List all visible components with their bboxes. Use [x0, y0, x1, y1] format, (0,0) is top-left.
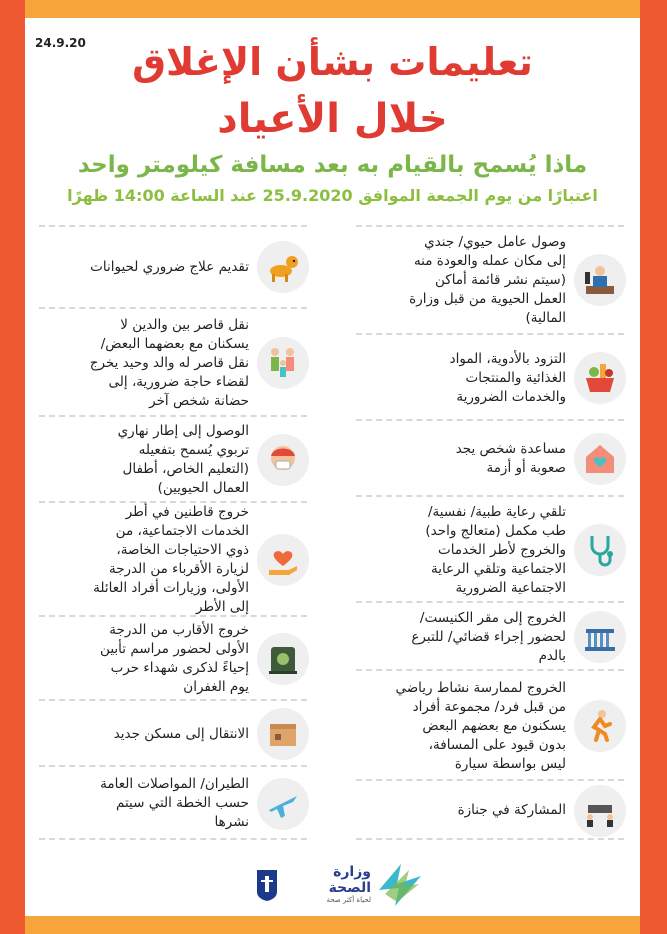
subtitle: ماذا يُسمح بالقيام به بعد مسافة كيلومتر واحد — [77, 152, 588, 178]
poster-sheet — [25, 18, 640, 916]
right-column — [350, 225, 630, 840]
state-emblem-icon — [255, 868, 279, 902]
list-item: تقديم علاج ضروري لحيوانات — [33, 225, 313, 309]
ministry-slogan: لحياة أكثر صحة — [326, 896, 371, 904]
list-item: الانتقال إلى مسكن جديد — [33, 701, 313, 767]
effective-date: اعتبارًا من يوم الجمعة الموافق 25.9.2020 عند الساعة 14:00 ظهرًا — [67, 186, 598, 205]
right-border — [640, 0, 667, 934]
bottom-strip — [25, 916, 640, 934]
child-mask-icon — [257, 434, 309, 486]
date-label: 24.9.20 — [35, 36, 86, 50]
airplane-icon — [257, 778, 309, 830]
stethoscope-icon — [574, 524, 626, 576]
list-item: وصول عامل حيوي/ جندي إلى مكان عمله والعودة منه (سيتم نشر قائمة أماكن العمل الحيوية من قبل وزارة المالية) — [350, 225, 630, 335]
runner-icon — [574, 700, 626, 752]
moving-box-icon — [257, 708, 309, 760]
dog-icon — [257, 241, 309, 293]
list-item: الطيران/ المواصلات العامة حسب الخطة التي سيتم نشرها — [33, 767, 313, 840]
heart-hand-icon — [257, 534, 309, 586]
list-item: تلقي رعاية طبية/ نفسية/ طب مكمل (متعالج واحد) والخروج لأطر الخدمات الاجتماعية وتلقي الرعاية الاجتماعية الضرورية — [350, 497, 630, 603]
list-item: المشاركة في جنازة — [350, 781, 630, 840]
ministry-mark-icon — [375, 860, 425, 910]
funeral-icon — [574, 785, 626, 837]
ministry-name: وزارة الصحة — [328, 864, 371, 896]
grocery-basket-icon — [574, 352, 626, 404]
ministry-logo — [255, 860, 445, 910]
list-item: التزود بالأدوية، المواد الغذائية والمنتجات والخدمات الضرورية — [350, 335, 630, 421]
worker-icon — [574, 254, 626, 306]
family-icon — [257, 337, 309, 389]
list-item: مساعدة شخص يجد صعوبة أو أزمة — [350, 421, 630, 497]
title-line-2: خلال الأعياد — [217, 96, 448, 142]
list-item: خروج قاطنين في أطر الخدمات الاجتماعية، من ذوي الاحتياجات الخاصة، لزيارة الأقرباء من الدرجة الأولى، وزيارات أفراد العائلة إلى الأطر — [33, 503, 313, 617]
memorial-icon — [257, 633, 309, 685]
list-item: خروج الأقارب من الدرجة الأولى لحضور مراسم تأبين إحياءً لذكرى شهداء حرب يوم الغفران — [33, 617, 313, 701]
left-border — [0, 0, 25, 934]
left-column — [33, 225, 313, 840]
list-item: الخروج إلى مقر الكنيست/ لحضور إجراء قضائي/ للتبرع بالدم — [350, 603, 630, 671]
knesset-building-icon — [574, 611, 626, 663]
helping-home-icon — [574, 433, 626, 485]
title-line-1: تعليمات بشأن الإغلاق — [132, 40, 533, 84]
list-item: الوصول إلى إطار نهاري تربوي يُسمح بتفعيله (التعليم الخاص، أطفال العمال الحيويين) — [33, 417, 313, 503]
list-item: نقل قاصر بين والدين لا يسكنان مع بعضهما البعض/ نقل قاصر له والد وحيد يخرج لقضاء حاجة ضرورية، إلى حضانة شخص آخر — [33, 309, 313, 417]
top-strip — [25, 0, 640, 18]
list-item: الخروج لممارسة نشاط رياضي من قبل فرد/ مجموعة أفراد يسكنون مع بعضهم البعض بدون قيود على المسافة، ليس بواسطة سيارة — [350, 671, 630, 781]
